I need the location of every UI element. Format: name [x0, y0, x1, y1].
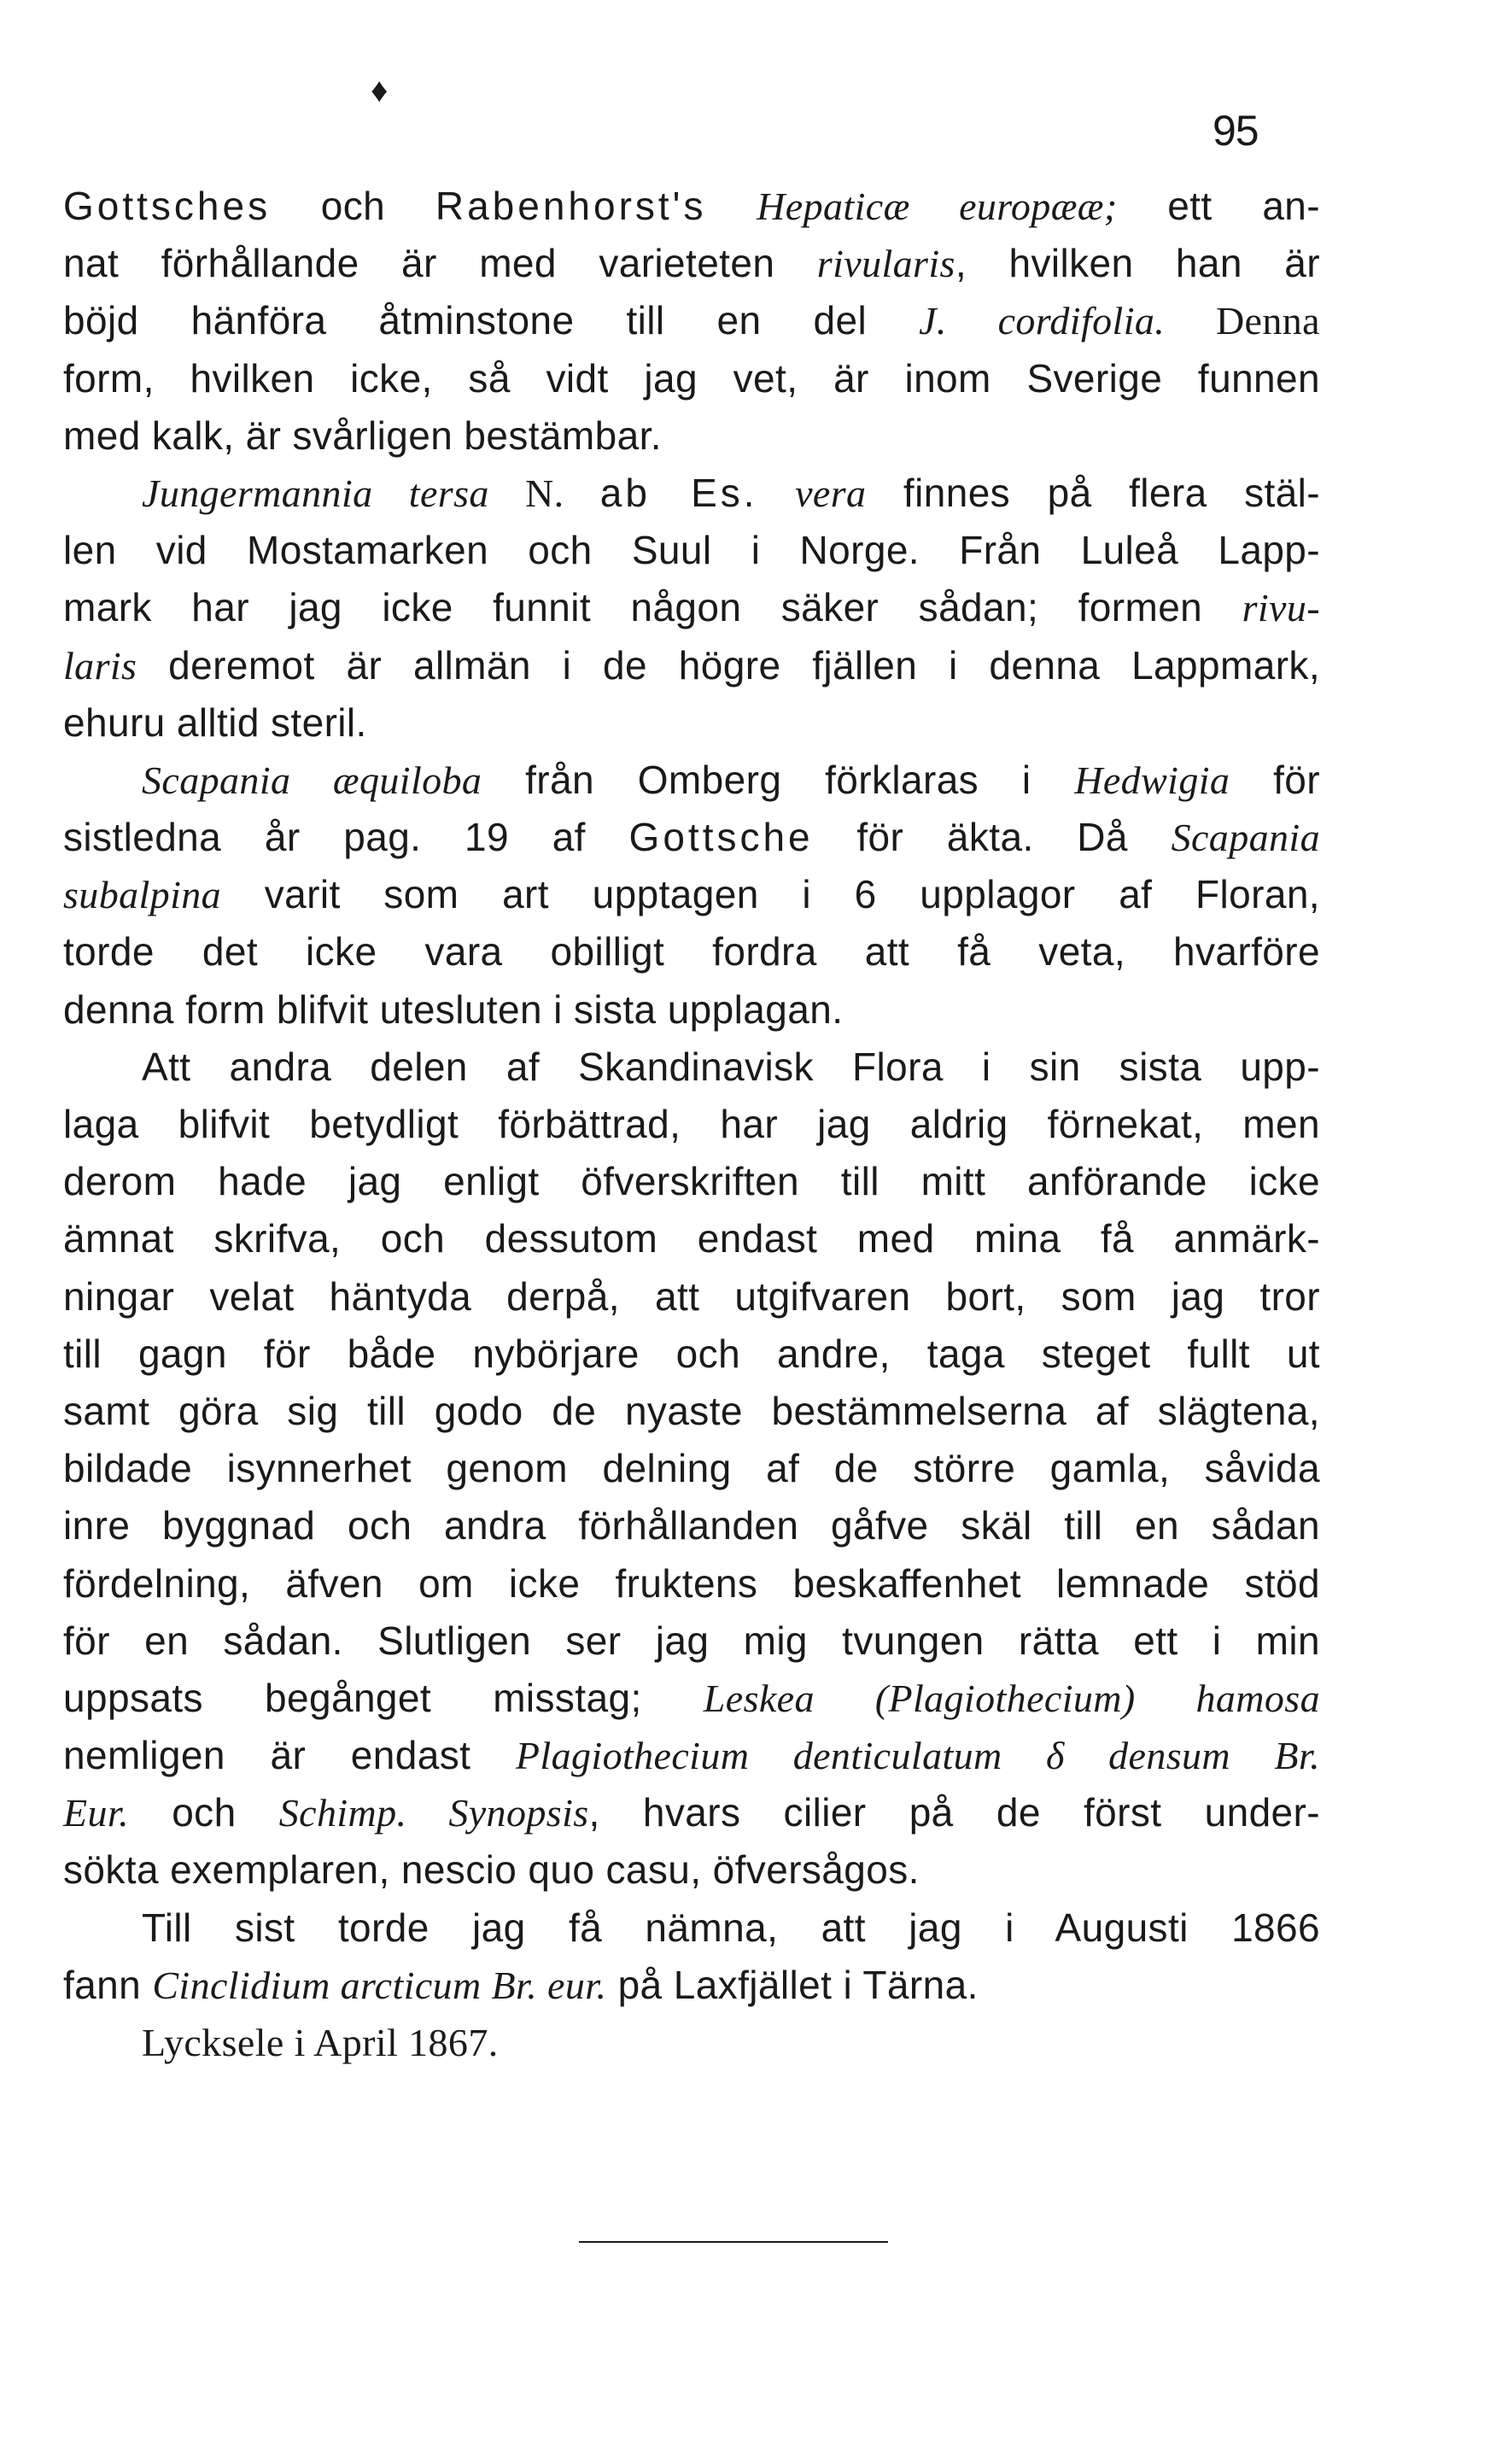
text-line: subalpina varit som art upptagen i 6 upplagor af Floran, — [63, 872, 1320, 917]
text-line: bildade isynnerhet genom delning af de större gamla, såvida — [63, 1446, 1320, 1491]
text-line: nemligen är endast Plagiothecium denticulatum δ densum Br. — [63, 1733, 1320, 1778]
text-line: denna form blifvit utesluten i sista upplagan. — [63, 986, 844, 1032]
text-line: Till sist torde jag få nämna, att jag i Augusti 1866 — [142, 1905, 1320, 1950]
text-line: len vid Mostamarken och Suul i Norge. Från Luleå Lapp- — [63, 528, 1320, 573]
text-line: till gagn för både nybörjare och andre, taga steget fullt ut — [63, 1331, 1320, 1376]
closing-rule — [579, 2241, 888, 2243]
printer-mark: ♦ — [371, 71, 389, 109]
text-line: laga blifvit betydligt förbättrad, har jag aldrig förnekat, men — [63, 1102, 1320, 1146]
text-line: nat förhållande är med varieteten rivularis, hvilken han är — [63, 241, 1320, 286]
text-line: för en sådan. Slutligen ser jag mig tvungen rätta ett i min — [63, 1618, 1320, 1663]
text-line: böjd hänföra åtminstone till en del J. cordifolia. Denna — [63, 298, 1320, 343]
text-line: ämnat skrifva, och dessutom endast med mina få anmärk- — [63, 1216, 1320, 1261]
text-line: Att andra delen af Skandinavisk Flora i sin sista upp- — [142, 1044, 1320, 1089]
signature-line: Lycksele i April 1867. — [142, 2021, 499, 2064]
text-line: mark har jag icke funnit någon säker sådan; formen rivu- — [63, 585, 1320, 630]
body-text — [63, 178, 1320, 2071]
text-line: fördelning, äfven om icke fruktens beskaffenhet lemnade stöd — [63, 1560, 1320, 1606]
text-line: Scapania æquiloba från Omberg förklaras i Hedwigia för — [142, 757, 1320, 802]
text-line: Jungermannia tersa N. ab Es. vera finnes på flera stäl- — [142, 470, 1320, 515]
text-line: form, hvilken icke, så vidt jag vet, är inom Sverige funnen — [63, 355, 1320, 401]
text-line: derom hade jag enligt öfverskriften till mitt anförande icke — [63, 1159, 1320, 1204]
text-line: inre byggnad och andra förhållanden gåfve skäl till en sådan — [63, 1503, 1320, 1548]
text-line: uppsats begånget misstag; Leskea (Plagiothecium) hamosa — [63, 1675, 1320, 1720]
text-line: med kalk, är svårligen bestämbar. — [63, 413, 662, 458]
text-line: torde det icke vara obilligt fordra att få veta, hvarföre — [63, 929, 1320, 974]
text-line: Eur. och Schimp. Synopsis, hvars cilier på de först under- — [63, 1790, 1320, 1835]
text-line: samt göra sig till godo de nyaste bestämmelserna af slägtena, — [63, 1388, 1320, 1433]
text-line: Gottsches och Rabenhorst's Hepaticæ europææ; ett an- — [63, 184, 1320, 228]
page-number: 95 — [1213, 107, 1259, 155]
text-line: fann Cinclidium arcticum Br. eur. på Laxfjället i Tärna. — [63, 1962, 979, 2007]
text-line: laris deremot är allmän i de högre fjällen i denna Lappmark, — [63, 642, 1320, 688]
text-line: sistledna år pag. 19 af Gottsche för äkta. Då Scapania — [63, 815, 1320, 860]
text-line: sökta exemplaren, nescio quo casu, öfversågos. — [63, 1847, 920, 1893]
text-line: ehuru alltid steril. — [63, 699, 367, 745]
text-line: ningar velat häntyda derpå, att utgifvaren bort, som jag tror — [63, 1273, 1320, 1319]
